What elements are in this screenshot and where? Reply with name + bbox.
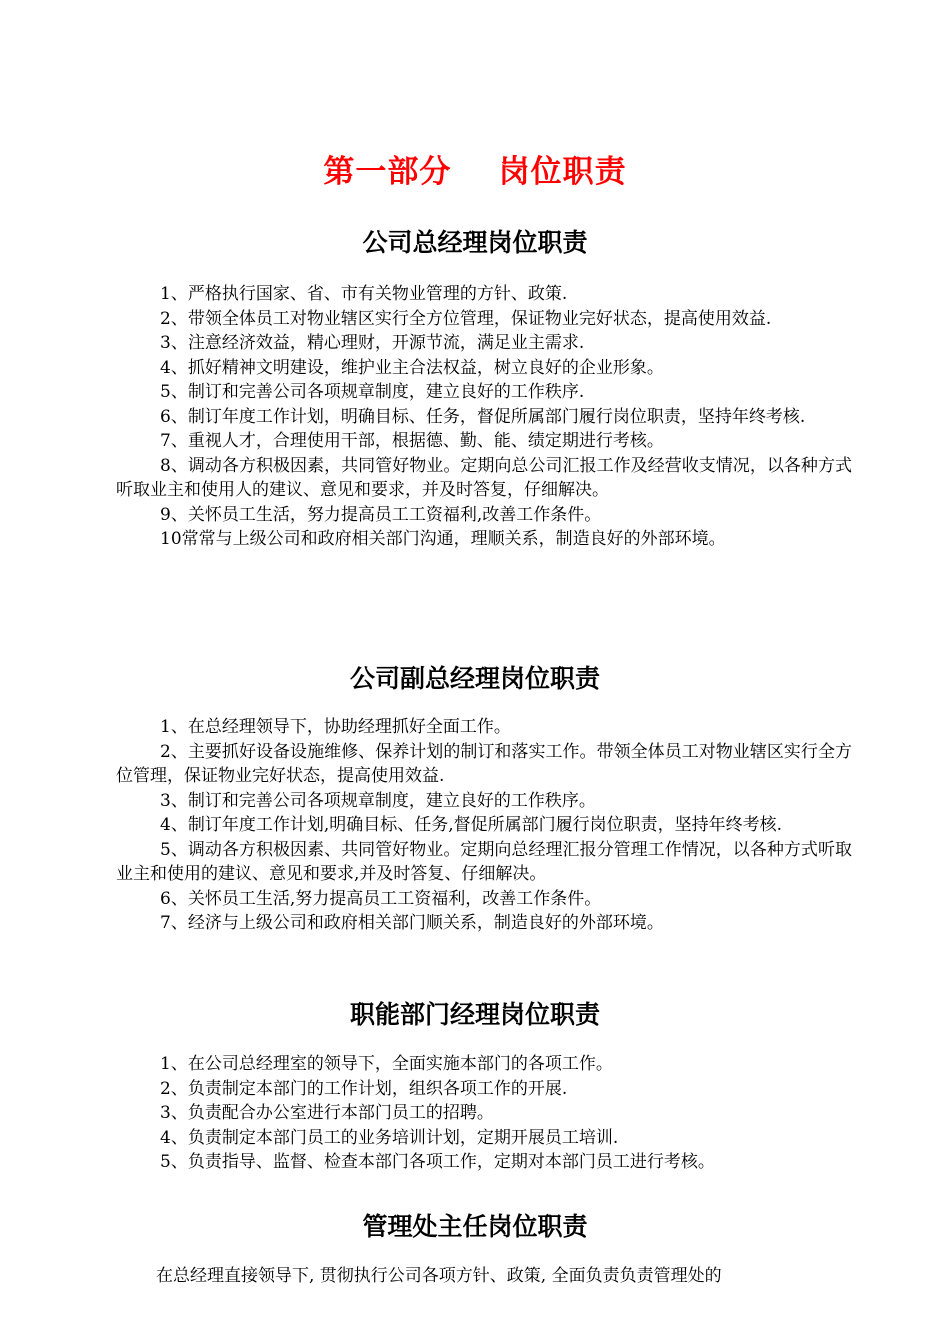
- section-title: 公司总经理岗位职责: [362, 228, 588, 257]
- duty-item: 1、严格执行国家、省、市有关物业管理的方针、政策.: [160, 284, 568, 304]
- duty-item: 7、重视人才，合理使用干部，根据德、勤、能、绩定期进行考核。: [160, 431, 664, 451]
- duty-item: 10常常与上级公司和政府相关部门沟通，理顺关系，制造良好的外部环境。: [160, 529, 726, 549]
- duty-item: 2、负责制定本部门的工作计划，组织各项工作的开展.: [160, 1078, 568, 1099]
- duty-item: 7、经济与上级公司和政府相关部门顺关系，制造良好的外部环境。: [160, 913, 664, 933]
- section-title: 管理处主任岗位职责: [362, 1212, 588, 1241]
- section-title: 职能部门经理岗位职责: [349, 1000, 600, 1029]
- main-title: 第一部分 岗位职责: [323, 154, 627, 190]
- duty-item: 2、带领全体员工对物业辖区实行全方位管理，保证物业完好状态，提高使用效益.: [160, 308, 772, 329]
- section-department-manager-items: [116, 1052, 852, 1175]
- duty-item: 5、调动各方积极因素、共同管好物业。定期向总经理汇报分管理工作情况，以各种方式听取业主和使用的建议、意见和要求,并及时答复、仔细解决。: [116, 839, 852, 884]
- section-deputy-general-manager: [0, 661, 950, 697]
- duty-item: 1、在公司总经理室的领导下，全面实施本部门的各项工作。: [160, 1054, 613, 1074]
- duty-item: 6、制订年度工作计划，明确目标、任务，督促所属部门履行岗位职责，坚持年终考核.: [160, 406, 806, 427]
- duty-item: 9、关怀员工生活，努力提高员工工资福利,改善工作条件。: [160, 504, 602, 525]
- duty-item: 1、在总经理领导下，协助经理抓好全面工作。: [160, 717, 511, 737]
- duty-item: 在总经理直接领导下, 贯彻执行公司各项方针、政策, 全面负责负责管理处的: [156, 1266, 722, 1286]
- section-general-manager-items: [116, 282, 852, 552]
- duty-item: 3、制订和完善公司各项规章制度，建立良好的工作秩序。: [160, 790, 596, 811]
- section-title: 公司副总经理岗位职责: [349, 664, 600, 693]
- duty-item: 4、负责制定本部门员工的业务培训计划，定期开展员工培训.: [160, 1127, 619, 1148]
- duty-item: 3、负责配合办公室进行本部门员工的招聘。: [160, 1103, 494, 1123]
- duty-item: 2、主要抓好设备设施维修、保养计划的制订和落实工作。带领全体员工对物业辖区实行全方位管理，保证物业完好状态，提高使用效益.: [116, 741, 852, 786]
- section-deputy-general-manager-items: [116, 715, 852, 936]
- duty-item: 5、制订和完善公司各项规章制度，建立良好的工作秩序.: [160, 382, 585, 402]
- section-general-manager: [0, 225, 950, 261]
- duty-item: 4、抓好精神文明建设，维护业主合法权益，树立良好的企业形象。: [160, 357, 664, 378]
- duty-item: 8、调动各方积极因素，共同管好物业。定期向总公司汇报工作及经营收支情况，以各种方式听取业主和使用人的建议、意见和要求，并及时答复，仔细解决。: [116, 455, 852, 500]
- duty-item: 3、注意经济效益，精心理财，开源节流，满足业主需求.: [160, 333, 585, 353]
- section-office-director-items: [116, 1264, 852, 1289]
- duty-item: 4、制订年度工作计划,明确目标、任务,督促所属部门履行岗位职责，坚持年终考核.: [160, 815, 783, 835]
- section-office-director: [0, 1209, 950, 1245]
- section-department-manager: [0, 997, 950, 1033]
- duty-item: 6、关怀员工生活,努力提高员工工资福利，改善工作条件。: [160, 888, 602, 909]
- duty-item: 5、负责指导、监督、检查本部门各项工作，定期对本部门员工进行考核。: [160, 1152, 715, 1172]
